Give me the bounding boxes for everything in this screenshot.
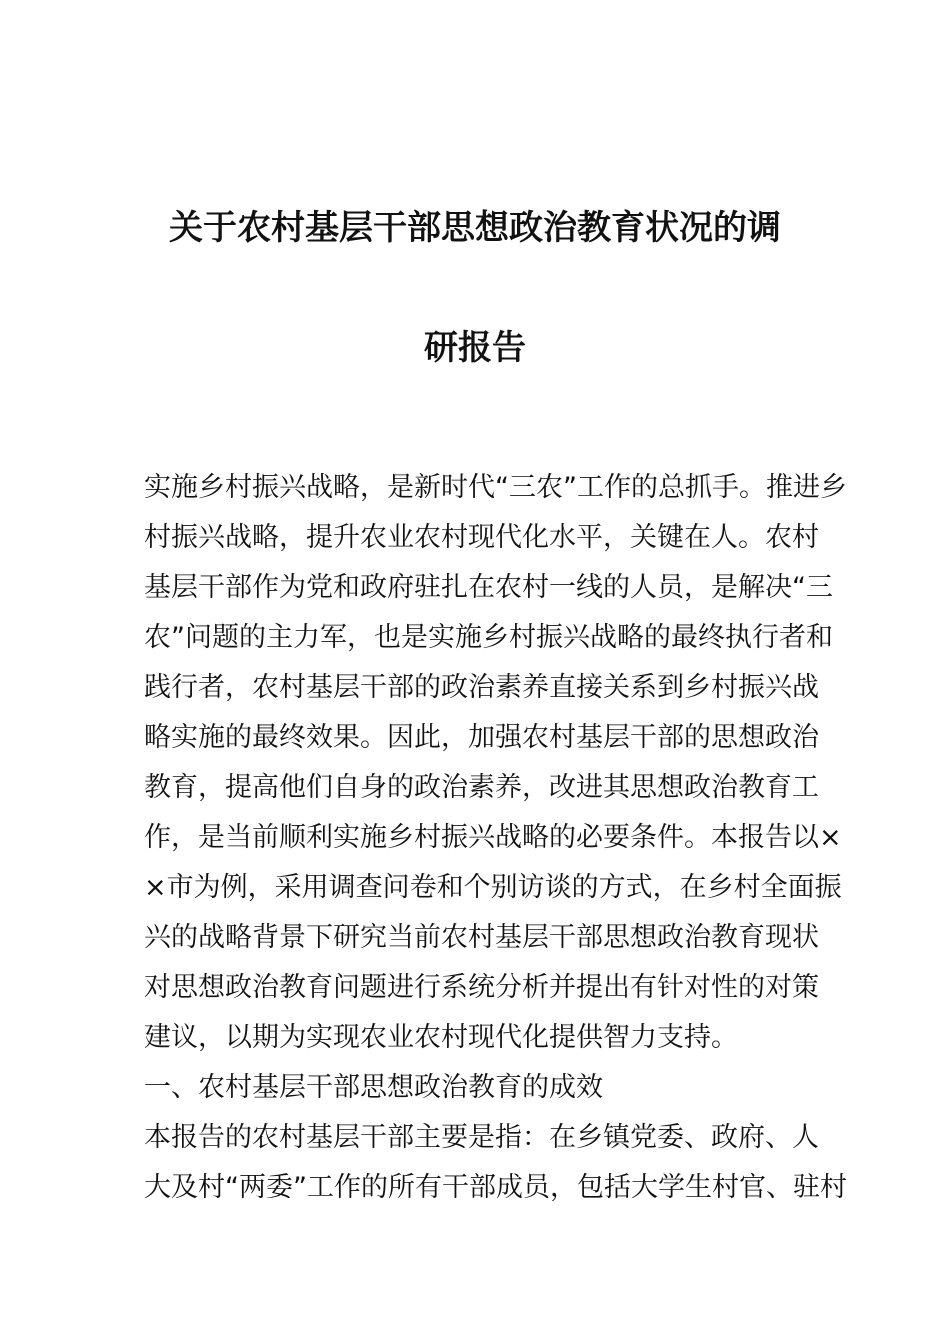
body-text-line: 略实施的最终效果。因此，加强农村基层干部的思想政治 xyxy=(144,722,819,753)
body-text-line: 农”问题的主力军，也是实施乡村振兴战略的最终执行者和 xyxy=(144,622,833,653)
document-title-line-1: 关于农村基层干部思想政治教育状况的调 xyxy=(169,208,781,248)
body-text-line: 村振兴战略，提升农业农村现代化水平，关键在人。农村 xyxy=(144,522,819,553)
body-text-line: 大及村“两委”工作的所有干部成员，包括大学生村官、驻村 xyxy=(144,1172,847,1203)
body-text-line: 建议，以期为实现农业农村现代化提供智力支持。 xyxy=(144,1022,738,1053)
body-text-line: 教育，提高他们自身的政治素养，改进其思想政治教育工 xyxy=(144,772,819,803)
body-text-line: 作，是当前顺利实施乡村振兴战略的必要条件。本报告以× xyxy=(144,822,842,853)
body-text-line: 基层干部作为党和政府驻扎在农村一线的人员，是解决“三 xyxy=(144,572,833,603)
document-title-line-2: 研报告 xyxy=(424,328,526,368)
section-heading: 一、农村基层干部思想政治教育的成效 xyxy=(144,1072,603,1103)
body-text-line: 兴的战略背景下研究当前农村基层干部思想政治教育现状 xyxy=(144,922,819,953)
body-text-line: 践行者，农村基层干部的政治素养直接关系到乡村振兴战 xyxy=(144,672,819,703)
body-text-line: 本报告的农村基层干部主要是指：在乡镇党委、政府、人 xyxy=(144,1122,819,1153)
body-text-line: ×市为例，采用调查问卷和个别访谈的方式，在乡村全面振 xyxy=(144,872,842,903)
body-text-line: 实施乡村振兴战略，是新时代“三农”工作的总抓手。推进乡 xyxy=(144,472,847,503)
body-text-line: 对思想政治教育问题进行系统分析并提出有针对性的对策 xyxy=(144,972,819,1003)
